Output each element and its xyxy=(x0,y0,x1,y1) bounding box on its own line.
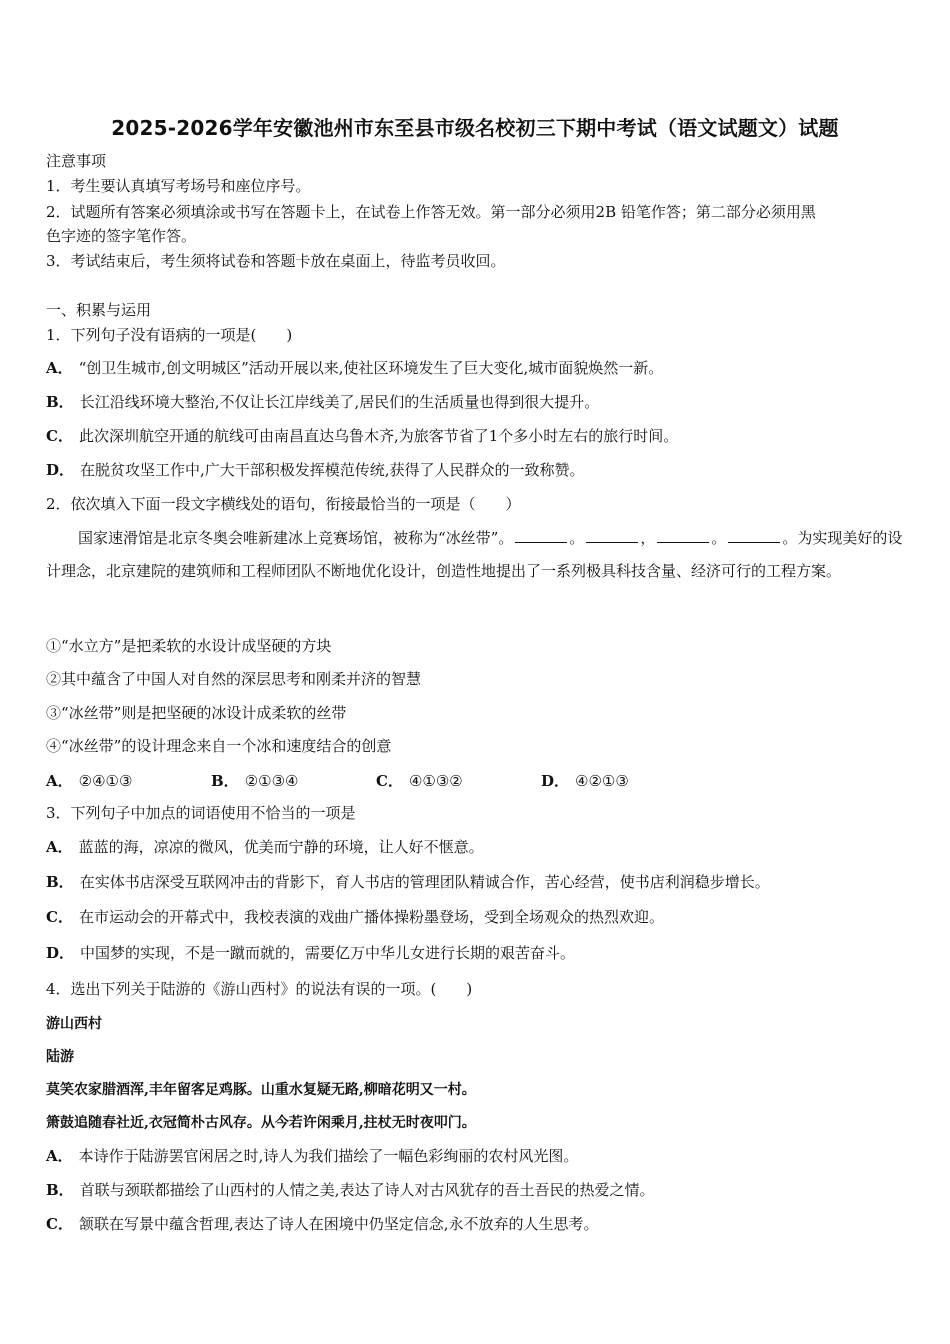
q3-option-b xyxy=(46,871,770,893)
q2-item-3: ③“冰丝带”则是把坚硬的冰设计成柔软的丝带 xyxy=(46,704,347,722)
option-text: 首联与颈联都描绘了山西村的人情之美,表达了诗人对古风犹存的吾土吾民的热爱之情。 xyxy=(79,1181,655,1199)
q3-option-d xyxy=(46,942,575,964)
option-letter: A． xyxy=(46,1147,73,1165)
option-letter: C． xyxy=(46,427,73,445)
fill-blank-1 xyxy=(515,528,567,543)
q2-stem: 2．依次填入下面一段文字横线处的语句，衔接最恰当的一项是（ ） xyxy=(46,495,521,513)
option-letter: B． xyxy=(46,393,74,411)
notice-item-2-cont: 色字迹的签字笔作答。 xyxy=(46,227,197,245)
q2-item-4: ④“冰丝带”的设计理念来自一个冰和速度结合的创意 xyxy=(46,737,392,755)
option-text: 长江沿线环境大整治,不仅让长江岸线美了,居民们的生活质量也得到很大提升。 xyxy=(79,393,600,411)
option-text: 颔联在写景中蕴含哲理,表达了诗人在困境中仍坚定信念,永不放弃的人生思考。 xyxy=(78,1215,599,1233)
option-letter: D． xyxy=(46,461,75,479)
option-text: 中国梦的实现，不是一蹴而就的，需要亿万中华儿女进行长期的艰苦奋斗。 xyxy=(80,944,576,962)
option-letter: A． xyxy=(46,838,73,856)
blank-sep: ， xyxy=(640,529,656,547)
option-letter: A． xyxy=(46,359,73,377)
q2-option-b xyxy=(211,770,376,791)
notice-item-1: 1．考生要认真填写考场号和座位序号。 xyxy=(46,177,311,195)
q1-stem: 1．下列句子没有语病的一项是( ) xyxy=(46,326,293,344)
q2-passage xyxy=(46,522,906,588)
option-letter: C． xyxy=(376,772,403,790)
option-text: 在市运动会的开幕式中，我校表演的戏曲广播体操粉墨登场，受到全场观众的热烈欢迎。 xyxy=(78,908,664,926)
q1-option-d xyxy=(46,459,585,481)
q2-option-c xyxy=(376,770,541,791)
passage-end: 。为实现美好的设计理念，北京建院的建筑师和工程师团队不断地优化设计，创造性地提出了一系列极具科技含量、经济可行的工程方案。 xyxy=(46,529,903,580)
option-letter: B． xyxy=(46,873,74,891)
page-title: 2025-2026学年安徽池州市东至县市级名校初三下期中考试（语文试题文）试题 xyxy=(111,116,839,140)
q2-options xyxy=(46,770,906,791)
q1-option-c xyxy=(46,425,678,447)
option-text: ②④①③ xyxy=(78,772,133,790)
q3-stem: 3．下列句子中加点的词语使用不恰当的一项是 xyxy=(46,804,356,822)
option-text: ②①③④ xyxy=(244,772,299,790)
blank-sep: 。 xyxy=(711,529,727,547)
option-letter: D． xyxy=(46,944,75,962)
poem-author: 陆游 xyxy=(46,1049,74,1065)
fill-blank-3 xyxy=(657,528,709,543)
option-letter: C． xyxy=(46,908,73,926)
section-heading: 一、积累与运用 xyxy=(46,301,152,319)
option-text: 此次深圳航空开通的航线可由南昌直达乌鲁木齐,为旅客节省了1个多小时左右的旅行时间。 xyxy=(78,427,679,445)
poem-title: 游山西村 xyxy=(46,1016,102,1032)
option-text: 蓝蓝的海，凉凉的微风，优美而宁静的环境，让人好不惬意。 xyxy=(78,838,484,856)
q3-option-c xyxy=(46,906,664,928)
option-text: ④②①③ xyxy=(575,772,629,790)
q1-option-b xyxy=(46,391,599,413)
q2-option-a xyxy=(46,770,211,791)
fill-blank-4 xyxy=(728,528,780,543)
option-letter: B． xyxy=(211,772,239,790)
q3-option-a xyxy=(46,836,484,858)
option-text: ④①③② xyxy=(408,772,463,790)
option-letter: D． xyxy=(541,772,570,790)
q4-option-b xyxy=(46,1179,654,1201)
notice-item-2: 2．试题所有答案必须填涂或书写在答题卡上，在试卷上作答无效。第一部分必须用2B 铅笔作答；第二部分必须用黑 xyxy=(46,203,816,221)
q4-stem: 4．选出下列关于陆游的《游山西村》的说法有误的一项。( ) xyxy=(46,980,473,998)
q4-option-a xyxy=(46,1145,578,1167)
poem-line-2: 箫鼓追随春社近,衣冠简朴古风存。从今若许闲乘月,拄杖无时夜叩门。 xyxy=(46,1115,476,1131)
notice-item-3: 3．考试结束后，考生须将试卷和答题卡放在桌面上，待监考员收回。 xyxy=(46,252,506,270)
option-letter: C． xyxy=(46,1215,73,1233)
poem-line-1: 莫笑农家腊酒浑,丰年留客足鸡豚。山重水复疑无路,柳暗花明又一村。 xyxy=(46,1082,476,1098)
passage-start: 国家速滑馆是北京冬奥会唯新建冰上竞赛场馆，被称为“冰丝带”。 xyxy=(78,529,514,547)
q2-item-2: ②其中蕴含了中国人对自然的深层思考和刚柔并济的智慧 xyxy=(46,670,422,688)
blank-sep: 。 xyxy=(569,529,585,547)
option-text: 本诗作于陆游罢官闲居之时,诗人为我们描绘了一幅色彩绚丽的农村风光图。 xyxy=(78,1147,579,1165)
q4-option-c xyxy=(46,1213,599,1235)
q2-item-1: ①“水立方”是把柔软的水设计成坚硬的方块 xyxy=(46,637,332,655)
option-letter: B． xyxy=(46,1181,74,1199)
option-text: 在脱贫攻坚工作中,广大干部积极发挥模范传统,获得了人民群众的一致称赞。 xyxy=(80,461,585,479)
option-text: 在实体书店深受互联网冲击的背影下，育人书店的管理团队精诚合作，苦心经营，使书店利润稳步增长。 xyxy=(79,873,770,891)
option-text: “创卫生城市,创文明城区”活动开展以来,使社区环境发生了巨大变化,城市面貌焕然一新。 xyxy=(78,359,664,377)
fill-blank-2 xyxy=(586,528,638,543)
q2-option-d xyxy=(541,770,706,791)
option-letter: A． xyxy=(46,772,73,790)
q1-option-a xyxy=(46,357,663,379)
notice-heading: 注意事项 xyxy=(46,152,107,170)
